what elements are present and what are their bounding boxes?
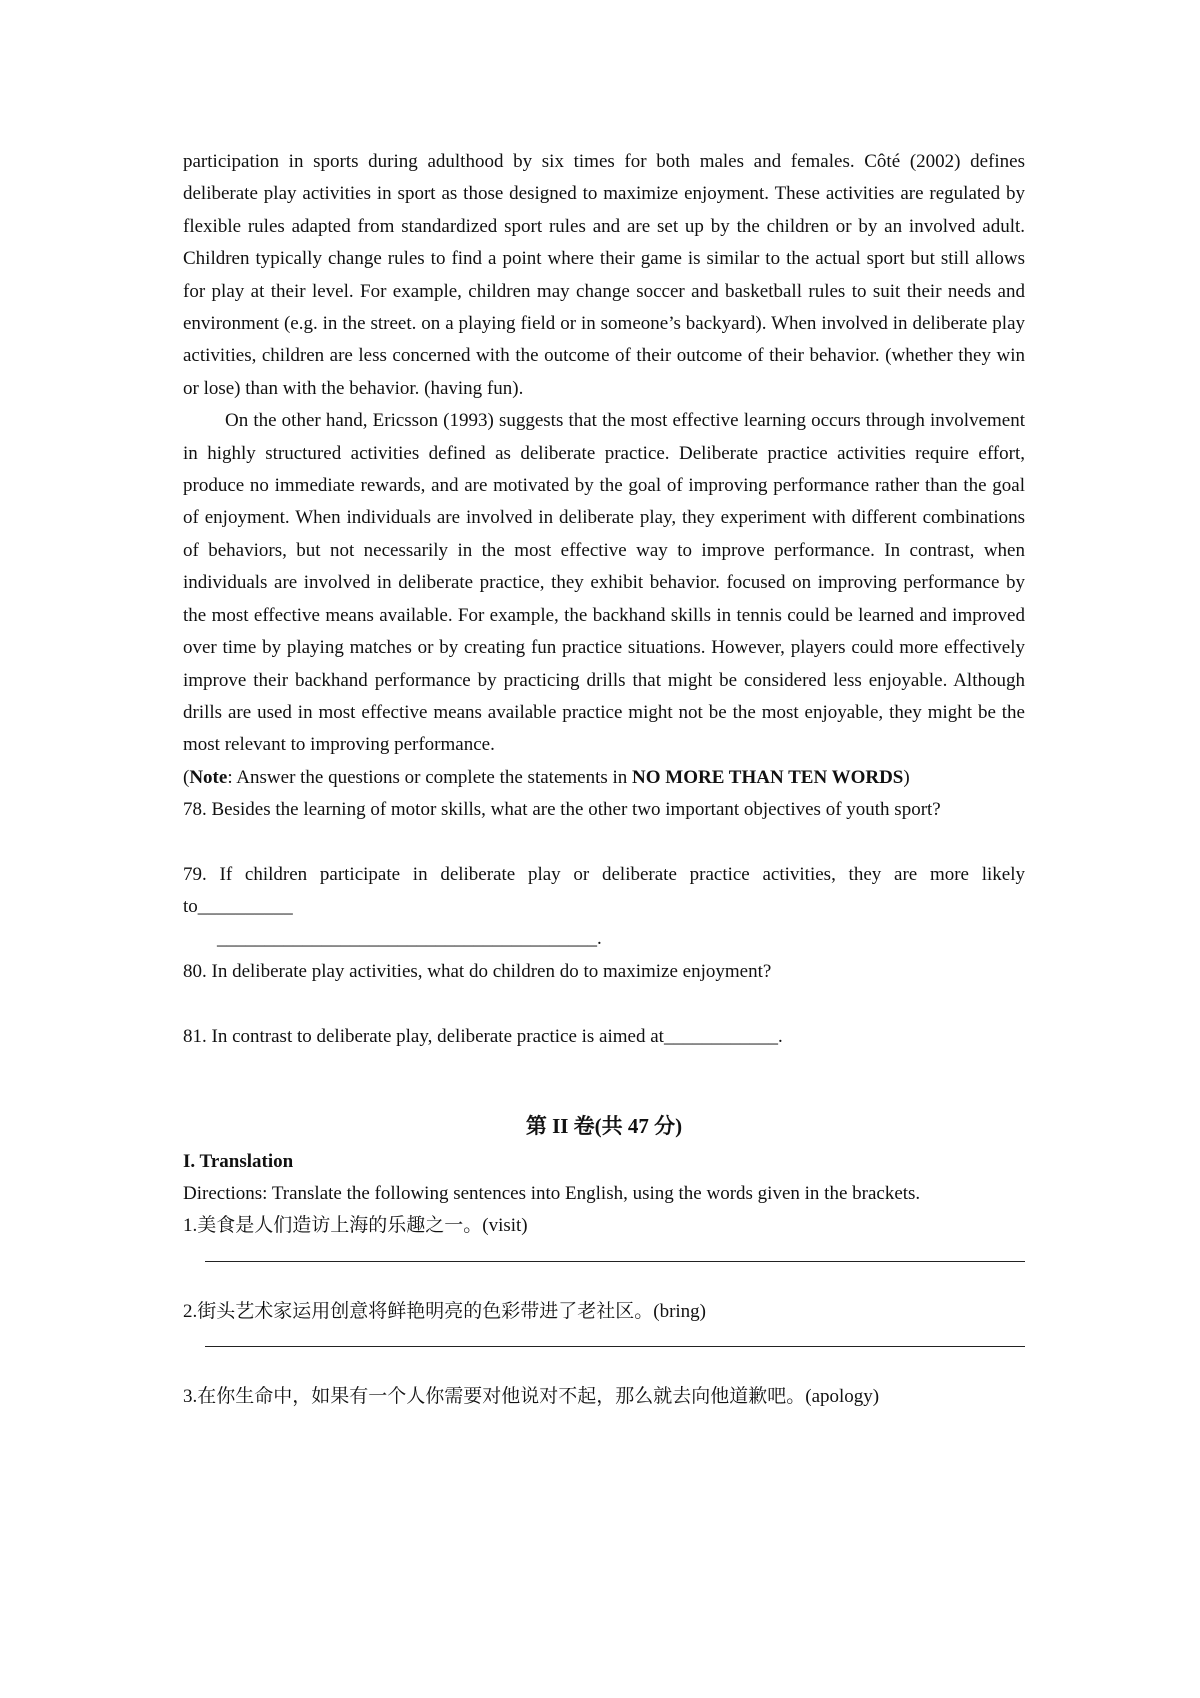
passage-paragraph-2: On the other hand, Ericsson (1993) suggests that the most effective learning occurs through involvement in highly structured activities defined as deliberate practice. Deliberate practice activities require effort, produce no immediate rewards, and are motivated by the goal of improving performance rather than the goal of enjoyment. When individuals are involved in deliberate play, they experiment with different combinations of behaviors, but not necessarily in the most effective way to improve performance. In contrast, when individuals are involved in deliberate practice, they exhibit behavior. focused on improving performance by the most effective means available. For example, the backhand skills in tennis could be learned and improved over time by playing matches or by creating fun practice situations. However, players could more effectively improve their backhand performance by practicing drills that might be considered less enjoyable. Although drills are used in most effective means available practice might not be the most enjoyable, they might be the most relevant to improving performance. [183,410,1025,756]
document-page [183,146,1025,1414]
translation-item-2: 2.街头艺术家运用创意将鲜艳明亮的色彩带进了老社区。(bring) [183,1300,707,1322]
answer-line-1 [205,1261,1025,1262]
translation-heading-text: I. Translation [183,1150,294,1172]
answer-line-2 [205,1346,1025,1347]
translation-item-1: 1.美食是人们造访上海的乐趣之一。(visit) [183,1215,528,1237]
question-80: 80. In deliberate play activities, what do children do to maximize enjoyment? [183,960,772,982]
question-79: 79. If children participate in deliberate play or deliberate practice activities, they are more likely to__________ [183,863,1025,917]
translation-item-3: 3.在你生命中，如果有一个人你需要对他说对不起，那么就去向他道歉吧。(apology) [183,1386,880,1408]
question-78: 78. Besides the learning of motor skills, what are the other two important objectives of youth sport? [183,799,941,821]
translation-directions: Directions: Translate the following sentences into English, using the words given in the brackets. [183,1182,921,1204]
note-close: ) [903,766,910,788]
translation-heading [183,1146,1025,1178]
note-emphasis: NO MORE THAN TEN WORDS [632,766,904,788]
question-81: 81. In contrast to deliberate play, deliberate practice is aimed at____________. [183,1026,783,1048]
note-open: ( [183,766,190,788]
instruction-note [183,762,1025,794]
question-79-blank-line: ________________________________________. [217,928,602,950]
note-text: : Answer the questions or complete the statements in [227,766,633,788]
note-label: Note [189,766,228,788]
answer-space-80 [183,988,1025,1021]
section-title: 第 II 卷(共 47 分) [525,1113,683,1138]
answer-space-78 [183,827,1025,859]
passage-paragraph-1: participation in sports during adulthood by six times for both males and females. Côté (2002) defines deliberate play activities in sport as those designed to maximize enjoyment. These activities are regulated by flexible rules adapted from standardized sport rules and are set up by the children or by an involved adult. Children typically change rules to find a point where their game is similar to the actual sport but still allows for play at their level. For example, children may change soccer and basketball rules to suit their needs and environment (e.g. in the street. on a playing field or in someone’s backyard). When involved in deliberate play activities, children are less concerned with the outcome of their outcome of their behavior. (whether they win or lose) than with the behavior. (having fun). [183,151,1025,399]
